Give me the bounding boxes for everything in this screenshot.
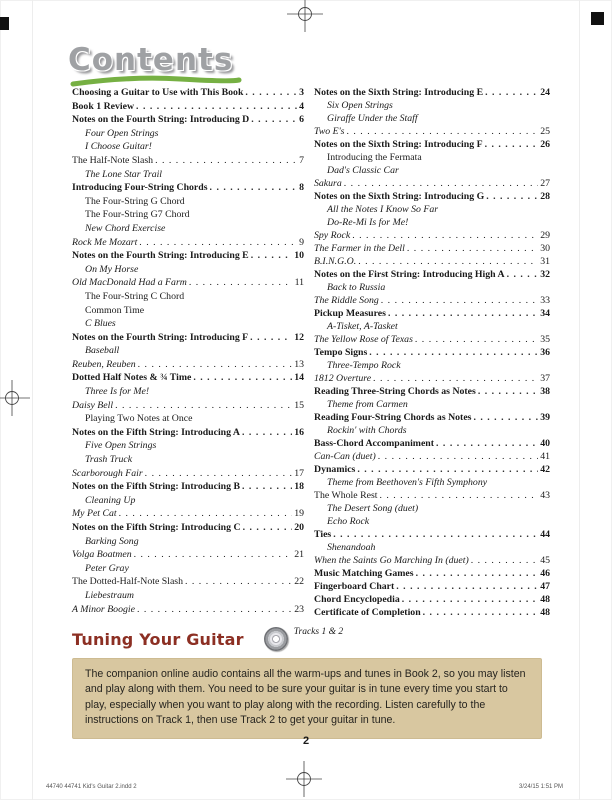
dot-leader bbox=[251, 249, 292, 263]
toc-entry-label: The Whole Rest bbox=[314, 490, 378, 501]
toc-entry-label: The Four-String G7 Chord bbox=[85, 209, 190, 221]
toc-entry-page: 28 bbox=[540, 191, 550, 202]
toc-entry-page: 26 bbox=[540, 139, 550, 150]
toc-entry-label: The Four-String G Chord bbox=[85, 195, 185, 207]
toc-entry bbox=[314, 333, 550, 346]
dot-leader bbox=[407, 242, 538, 255]
toc-entry bbox=[72, 439, 304, 453]
toc-entry-page: 27 bbox=[540, 178, 550, 189]
toc-entry-page: 38 bbox=[540, 386, 550, 397]
toc-entry-label: Trash Truck bbox=[85, 454, 133, 466]
toc-entry-page: 11 bbox=[294, 277, 304, 289]
toc-entry-page: 17 bbox=[294, 467, 304, 479]
toc-entry-label: The Dotted-Half-Note Slash bbox=[72, 576, 183, 588]
toc-entry-label: Theme from Beethoven's Fifth Symphony bbox=[327, 477, 488, 488]
toc-entry-page: 23 bbox=[294, 603, 304, 615]
dot-leader bbox=[245, 86, 297, 100]
registration-mark-bottom-center bbox=[286, 761, 322, 797]
print-slug-left: 44740 44741 Kid's Guitar 2.indd 2 bbox=[46, 784, 137, 790]
toc-entry bbox=[314, 528, 550, 541]
toc-entry-label: Notes on the Sixth String: Introducing G bbox=[314, 191, 485, 202]
toc-entry bbox=[314, 398, 550, 411]
toc-entry bbox=[314, 190, 550, 203]
toc-entry-label: Notes on the Fourth String: Introducing E bbox=[72, 250, 249, 262]
toc-entry-label: Reuben, Reuben bbox=[72, 358, 136, 370]
scan-edge-left bbox=[32, 0, 33, 800]
toc-entry-label: Common Time bbox=[85, 304, 145, 316]
toc-entry bbox=[314, 489, 550, 502]
print-mark-square-top-right bbox=[591, 12, 604, 25]
toc-entry-page: 31 bbox=[540, 256, 550, 267]
toc-entry bbox=[314, 229, 550, 242]
toc-entry-page: 6 bbox=[299, 114, 304, 126]
toc-entry-page: 43 bbox=[540, 490, 550, 501]
toc-entry-label: Dad's Classic Car bbox=[327, 165, 399, 176]
toc-entry-label: Volga Boatmen bbox=[72, 549, 132, 561]
toc-entry-label: Echo Rock bbox=[327, 516, 370, 527]
toc-entry bbox=[72, 589, 304, 603]
toc-entry bbox=[314, 567, 550, 580]
toc-entry bbox=[72, 263, 304, 277]
toc-entry bbox=[72, 494, 304, 508]
toc-entry bbox=[314, 294, 550, 307]
toc-entry-label: Notes on the Fourth String: Introducing F bbox=[72, 331, 249, 343]
dot-leader bbox=[379, 489, 538, 502]
toc-entry bbox=[72, 154, 304, 168]
toc-entry-label: Dynamics bbox=[314, 464, 356, 475]
toc-entry-page: 32 bbox=[540, 269, 550, 280]
dot-leader bbox=[352, 229, 538, 242]
toc-entry-label: Notes on the Fifth String: Introducing A bbox=[72, 426, 241, 438]
toc-entry-page: 10 bbox=[294, 250, 304, 262]
toc-entry bbox=[314, 255, 550, 268]
dot-leader bbox=[423, 606, 539, 619]
toc-entry-label: When the Saints Go Marching In (duet) bbox=[314, 555, 469, 566]
toc-entry bbox=[314, 268, 550, 281]
toc-entry-page: 33 bbox=[540, 295, 550, 306]
toc-entry bbox=[72, 603, 304, 617]
toc-entry-label: Notes on the Sixth String: Introducing F bbox=[314, 139, 483, 150]
toc-entry-page: 21 bbox=[294, 549, 304, 561]
toc-entry-label: Rock Me Mozart bbox=[72, 236, 138, 248]
dot-leader bbox=[185, 575, 292, 589]
toc-entry-label: Do-Re-Mi Is for Me! bbox=[327, 217, 409, 228]
dot-leader bbox=[138, 358, 293, 372]
toc-entry bbox=[314, 99, 550, 112]
dot-leader bbox=[243, 521, 293, 535]
toc-entry-label: Peter Gray bbox=[85, 562, 129, 574]
toc-entry bbox=[72, 304, 304, 318]
toc-entry bbox=[314, 424, 550, 437]
dot-leader bbox=[416, 567, 539, 580]
toc-entry bbox=[314, 242, 550, 255]
toc-entry bbox=[314, 372, 550, 385]
toc-entry-label: Notes on the First String: Introducing High A bbox=[314, 269, 505, 280]
dot-leader bbox=[378, 450, 538, 463]
toc-entry-label: Five Open Strings bbox=[85, 440, 157, 452]
toc-entry-page: 37 bbox=[540, 373, 550, 384]
toc-entry-label: Rockin' with Chords bbox=[327, 425, 407, 436]
dot-leader bbox=[381, 294, 538, 307]
dot-leader bbox=[507, 268, 539, 281]
tuning-section bbox=[72, 627, 343, 651]
toc-entry bbox=[72, 290, 304, 304]
toc-entry bbox=[72, 521, 304, 535]
toc-entry bbox=[314, 216, 550, 229]
toc-entry-label: The Lone Star Trail bbox=[85, 168, 163, 180]
toc-entry-page: 19 bbox=[294, 508, 304, 520]
toc-entry bbox=[72, 385, 304, 399]
toc-entry-label: Old MacDonald Had a Farm bbox=[72, 277, 187, 289]
toc-entry bbox=[72, 208, 304, 222]
toc-entry-page: 13 bbox=[294, 358, 304, 370]
dot-leader bbox=[402, 593, 538, 606]
toc-entry-label: Barking Song bbox=[85, 535, 139, 547]
toc-entry-label: Book 1 Review bbox=[72, 100, 135, 112]
dot-leader bbox=[486, 190, 538, 203]
toc-entry-label: Three Is for Me! bbox=[85, 386, 150, 398]
dot-leader bbox=[242, 426, 292, 440]
toc-entry-page: 25 bbox=[540, 126, 550, 137]
dot-leader bbox=[193, 371, 292, 385]
toc-entry bbox=[314, 125, 550, 138]
toc-entry-page: 7 bbox=[299, 154, 304, 166]
dot-leader bbox=[119, 507, 293, 521]
toc-entry bbox=[314, 502, 550, 515]
toc-entry-page: 18 bbox=[294, 481, 304, 493]
toc-entry-label: Two E's bbox=[314, 126, 345, 137]
toc-entry-label: Notes on the Fifth String: Introducing C bbox=[72, 522, 241, 533]
toc-entry-label: 1812 Overture bbox=[314, 373, 372, 384]
toc-entry-label: Sakura bbox=[314, 178, 342, 189]
toc-entry-label: Four Open Strings bbox=[85, 127, 159, 139]
toc-entry bbox=[314, 346, 550, 359]
toc-entry-label: My Pet Cat bbox=[72, 508, 117, 520]
dot-leader bbox=[485, 86, 538, 99]
toc-entry bbox=[314, 580, 550, 593]
toc-entry-label: I Choose Guitar! bbox=[85, 141, 152, 153]
toc-entry-label: Reading Three-String Chords as Notes bbox=[314, 386, 476, 397]
toc-entry-label: Liebestraum bbox=[85, 589, 134, 601]
tuning-your-guitar-heading: Tuning Your Guitar bbox=[72, 629, 244, 649]
print-slug-right: 3/24/15 1:51 PM bbox=[519, 784, 564, 790]
toc-entry-label: The Desert Song (duet) bbox=[327, 503, 419, 514]
toc-entry bbox=[314, 177, 550, 190]
toc-entry bbox=[314, 541, 550, 554]
toc-entry bbox=[72, 181, 304, 195]
dot-leader bbox=[115, 399, 292, 413]
toc-entry bbox=[72, 113, 304, 127]
toc-entry bbox=[314, 593, 550, 606]
toc-entry-label: The Half-Note Slash bbox=[72, 154, 154, 166]
toc-entry-page: 22 bbox=[294, 576, 304, 588]
toc-entry-page: 14 bbox=[294, 372, 304, 384]
toc-entry-label: On My Horse bbox=[85, 263, 139, 275]
toc-entry bbox=[72, 344, 304, 358]
toc-entry bbox=[72, 168, 304, 182]
title-block bbox=[68, 42, 288, 88]
toc-entry-label: The Four-String C Chord bbox=[85, 290, 185, 302]
audio-info-box bbox=[72, 658, 542, 739]
dot-leader bbox=[155, 154, 297, 168]
toc-entry-label: Fingerboard Chart bbox=[314, 581, 395, 592]
toc-entry-page: 24 bbox=[540, 87, 550, 98]
toc-entry bbox=[314, 554, 550, 567]
dot-leader bbox=[357, 463, 538, 476]
toc-entry bbox=[72, 195, 304, 209]
toc-entry bbox=[314, 359, 550, 372]
toc-entry-label: All the Notes I Know So Far bbox=[327, 204, 439, 215]
toc-entry-page: 34 bbox=[540, 308, 550, 319]
toc-entry bbox=[72, 236, 304, 250]
dot-leader bbox=[436, 437, 538, 450]
scan-edge-right bbox=[579, 0, 580, 800]
toc-entry bbox=[314, 307, 550, 320]
toc-entry bbox=[314, 450, 550, 463]
toc-entry-label: The Yellow Rose of Texas bbox=[314, 334, 413, 345]
toc-entry-label: Playing Two Notes at Once bbox=[85, 413, 193, 425]
toc-entry-page: 35 bbox=[540, 334, 550, 345]
toc-entry-page: 41 bbox=[540, 451, 550, 462]
audio-info-text: The companion online audio contains all the warm-ups and tunes in Book 2, so you may listen and play along with them. You need to be sure your guitar is in tune every time you start to play, especially when you want to play along with the recording. Listen carefully to the instructions on Track 1, then use Track 2 to get your guitar in tune. bbox=[85, 668, 526, 727]
toc-entry-page: 4 bbox=[299, 100, 304, 112]
dot-leader bbox=[145, 467, 293, 481]
toc-entry bbox=[314, 476, 550, 489]
toc-entry-page: 46 bbox=[540, 568, 550, 579]
toc-entry bbox=[72, 548, 304, 562]
toc-entry bbox=[314, 606, 550, 619]
toc-entry bbox=[314, 385, 550, 398]
toc-entry-label: Giraffe Under the Staff bbox=[327, 113, 418, 124]
toc-entry bbox=[72, 412, 304, 426]
toc-entry-label: Notes on the Fifth String: Introducing B bbox=[72, 481, 241, 493]
toc-entry-page: 42 bbox=[540, 464, 550, 475]
toc-entry-label: Daisy Bell bbox=[72, 399, 114, 411]
toc-entry-label: A-Tisket, A-Tasket bbox=[327, 321, 398, 332]
toc-entry-label: Can-Can (duet) bbox=[314, 451, 376, 462]
toc-entry bbox=[314, 411, 550, 424]
toc-entry bbox=[314, 203, 550, 216]
toc-entry bbox=[72, 399, 304, 413]
dot-leader bbox=[134, 548, 293, 562]
toc-entry-label: Music Matching Games bbox=[314, 568, 414, 579]
toc-entry bbox=[72, 426, 304, 440]
toc-entry-label: Spy Rock bbox=[314, 230, 351, 241]
dot-leader bbox=[369, 346, 538, 359]
dot-leader bbox=[388, 307, 538, 320]
toc-column-left bbox=[72, 86, 304, 616]
toc-entry-label: Certificate of Completion bbox=[314, 607, 421, 618]
toc-entry-label: Introducing the Fermata bbox=[327, 152, 422, 163]
toc-entry-label: Notes on the Fourth String: Introducing D bbox=[72, 114, 250, 126]
toc-entry-page: 39 bbox=[540, 412, 550, 423]
dot-leader bbox=[137, 603, 292, 617]
toc-entry bbox=[72, 100, 304, 114]
toc-entry-label: Dotted Half Notes & ¾ Time bbox=[72, 372, 192, 384]
toc-column-right bbox=[314, 86, 550, 619]
dot-leader bbox=[250, 331, 292, 345]
page-title: Contents bbox=[68, 42, 234, 78]
dot-leader bbox=[136, 100, 297, 114]
toc-entry-label: Bass-Chord Accompaniment bbox=[314, 438, 435, 449]
toc-entry bbox=[72, 467, 304, 481]
dot-leader bbox=[139, 236, 297, 250]
toc-entry bbox=[314, 515, 550, 528]
toc-entry-page: 15 bbox=[294, 399, 304, 411]
toc-entry-page: 16 bbox=[294, 426, 304, 438]
toc-entry bbox=[72, 507, 304, 521]
toc-entry-label: Six Open Strings bbox=[327, 100, 393, 111]
toc-entry bbox=[314, 138, 550, 151]
dot-leader bbox=[396, 580, 538, 593]
toc-entry-page: 48 bbox=[540, 607, 550, 618]
toc-entry bbox=[72, 222, 304, 236]
dot-leader bbox=[347, 125, 539, 138]
toc-entry bbox=[314, 281, 550, 294]
toc-entry-page: 48 bbox=[540, 594, 550, 605]
toc-entry-page: 30 bbox=[540, 243, 550, 254]
dot-leader bbox=[210, 181, 298, 195]
toc-entry bbox=[72, 371, 304, 385]
toc-entry-page: 45 bbox=[540, 555, 550, 566]
toc-entry-page: 40 bbox=[540, 438, 550, 449]
toc-entry bbox=[72, 453, 304, 467]
toc-entry bbox=[314, 86, 550, 99]
dot-leader bbox=[251, 113, 297, 127]
toc-entry-page: 44 bbox=[540, 529, 550, 540]
dot-leader bbox=[358, 255, 538, 268]
toc-entry bbox=[72, 331, 304, 345]
dot-leader bbox=[373, 372, 538, 385]
dot-leader bbox=[471, 554, 538, 567]
toc-entry-label: Cleaning Up bbox=[85, 494, 136, 506]
toc-entry-label: C Blues bbox=[85, 318, 116, 330]
dot-leader bbox=[415, 333, 538, 346]
toc-entry-label: Theme from Carmen bbox=[327, 399, 408, 410]
toc-entry bbox=[72, 317, 304, 331]
toc-entry-label: Scarborough Fair bbox=[72, 467, 143, 479]
toc-entry bbox=[314, 112, 550, 125]
dot-leader bbox=[242, 480, 292, 494]
toc-entry-page: 9 bbox=[299, 236, 304, 248]
toc-entry-label: New Chord Exercise bbox=[85, 222, 166, 234]
registration-mark-top-center bbox=[287, 0, 323, 32]
toc-entry bbox=[72, 86, 304, 100]
toc-entry-label: Pickup Measures bbox=[314, 308, 386, 319]
dot-leader bbox=[485, 138, 539, 151]
cd-disc-icon bbox=[264, 627, 288, 651]
toc-entry bbox=[72, 535, 304, 549]
dot-leader bbox=[189, 276, 293, 290]
toc-entry-label: Back to Russia bbox=[327, 282, 386, 293]
toc-entry bbox=[314, 463, 550, 476]
toc-entry bbox=[314, 164, 550, 177]
print-mark-square-top-left bbox=[0, 17, 9, 30]
toc-entry-label: Notes on the Sixth String: Introducing E bbox=[314, 87, 484, 98]
dot-leader bbox=[344, 177, 538, 190]
toc-entry-page: 47 bbox=[540, 581, 550, 592]
toc-entry-label: Ties bbox=[314, 529, 332, 540]
toc-entry bbox=[72, 358, 304, 372]
toc-entry-label: Shenandoah bbox=[327, 542, 376, 553]
toc-entry-label: Chord Encyclopedia bbox=[314, 594, 400, 605]
page-number: 2 bbox=[302, 735, 310, 747]
toc-entry-label: Reading Four-String Chords as Notes bbox=[314, 412, 472, 423]
toc-entry-label: Introducing Four-String Chords bbox=[72, 182, 208, 194]
toc-entry-label: Three-Tempo Rock bbox=[327, 360, 401, 371]
toc-entry-label: The Riddle Song bbox=[314, 295, 379, 306]
toc-entry-label: The Farmer in the Dell bbox=[314, 243, 405, 254]
toc-entry-label: Baseball bbox=[85, 345, 120, 357]
toc-entry bbox=[72, 480, 304, 494]
toc-entry bbox=[72, 140, 304, 154]
tracks-label: Tracks 1 & 2 bbox=[293, 627, 344, 637]
dot-leader bbox=[473, 411, 538, 424]
registration-mark-left-middle bbox=[0, 380, 30, 416]
toc-entry bbox=[314, 437, 550, 450]
toc-entry-label: A Minor Boogie bbox=[72, 603, 135, 615]
toc-entry-page: 12 bbox=[294, 331, 304, 343]
toc-entry-label: Choosing a Guitar to Use with This Book bbox=[72, 87, 244, 98]
toc-entry bbox=[314, 320, 550, 333]
toc-entry bbox=[72, 127, 304, 141]
toc-entry bbox=[72, 575, 304, 589]
toc-entry-page: 36 bbox=[540, 347, 550, 358]
toc-entry-label: Tempo Signs bbox=[314, 347, 368, 358]
toc-entry-page: 29 bbox=[540, 230, 550, 241]
toc-entry-label: B.I.N.G.O. bbox=[314, 256, 357, 267]
toc-entry-page: 3 bbox=[299, 87, 304, 98]
toc-entry bbox=[72, 249, 304, 263]
toc-entry-page: 8 bbox=[299, 182, 304, 194]
toc-entry bbox=[314, 151, 550, 164]
toc-entry bbox=[72, 276, 304, 290]
toc-entry-page: 20 bbox=[294, 522, 304, 533]
toc-entry bbox=[72, 562, 304, 576]
dot-leader bbox=[478, 385, 538, 398]
dot-leader bbox=[333, 528, 538, 541]
